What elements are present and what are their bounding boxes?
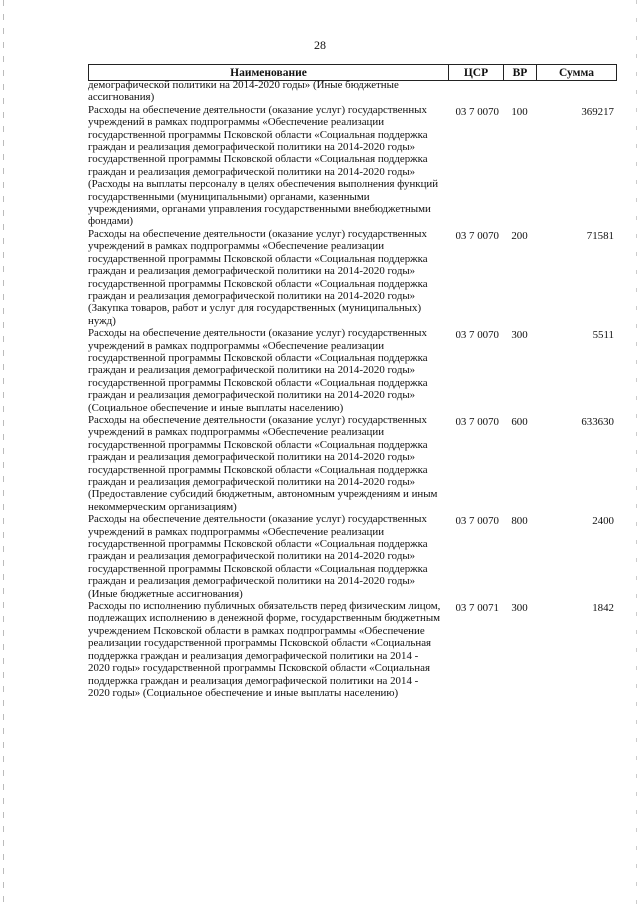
row-sum: 71581	[586, 229, 614, 242]
column-header-csr: ЦСР	[449, 65, 504, 80]
row-vr: 300	[511, 602, 528, 615]
table-row	[88, 600, 616, 699]
row-csr: 03 7 0070	[455, 329, 499, 342]
row-sum	[536, 79, 616, 104]
row-name: Расходы на обеспечение деятельности (оказание услуг) государственных учреждений в рамках подпрограммы «Обеспечение реализации государственной программы Псковской области «Социальная поддержка граждан и реализация демографической политики на 2014-2020 годы» государственной программы Псковской области «Социальная поддержка граждан и реализация демографической политики на 2014-2020 годы» (Иные бюджетные ассигнования)	[88, 513, 428, 600]
row-csr: 03 7 0070	[455, 415, 499, 428]
row-name: демографической политики на 2014-2020 годы» (Иные бюджетные ассигнования)	[88, 79, 399, 104]
table-row	[88, 327, 616, 414]
scan-edge-right	[636, 0, 637, 905]
row-vr: 200	[511, 229, 528, 242]
row-sum: 5511	[592, 329, 614, 342]
table-row	[88, 104, 616, 228]
row-vr	[503, 79, 536, 104]
row-vr: 300	[511, 329, 528, 342]
row-sum: 1842	[592, 602, 614, 615]
row-csr: 03 7 0070	[455, 229, 499, 242]
row-csr: 03 7 0070	[455, 105, 499, 118]
row-sum: 2400	[592, 515, 614, 528]
row-vr: 100	[511, 105, 528, 118]
row-csr: 03 7 0070	[455, 515, 499, 528]
row-csr	[448, 79, 503, 104]
column-header-vr: ВР	[504, 65, 537, 80]
table-row	[88, 513, 616, 600]
column-header-name: Наименование	[89, 65, 449, 80]
row-name: Расходы по исполнению публичных обязательств перед физическим лицом, подлежащих исполнению в денежной форме, государственным бюджетным учреждением Псковской области в рамках подпрограммы «Обеспечение реализации государственной программы Псковской области «Социальная поддержка граждан и реализация демографической политики на 2014 - 2020 годы» государственной программы Псковской области «Социальная поддержка граждан и реализация демографической политики на 2014 - 2020 годы» (Социальное обеспечение и иные выплаты населению)	[88, 600, 441, 699]
table-row	[88, 414, 616, 513]
row-name: Расходы на обеспечение деятельности (оказание услуг) государственных учреждений в рамках подпрограммы «Обеспечение реализации государственной программы Псковской области «Социальная поддержка граждан и реализация демографической политики на 2014-2020 годы» государственной программы Псковской области «Социальная поддержка граждан и реализация демографической политики на 2014-2020 годы» (Закупка товаров, работ и услуг для государственных (муниципальных) нужд)	[88, 227, 428, 327]
column-header-sum: Сумма	[537, 65, 617, 80]
table-row	[88, 228, 616, 327]
scan-edge-left	[3, 0, 4, 905]
table-row	[88, 79, 616, 104]
row-sum: 633630	[581, 415, 614, 428]
row-sum: 369217	[581, 105, 614, 118]
row-name: Расходы на обеспечение деятельности (оказание услуг) государственных учреждений в рамках подпрограммы «Обеспечение реализации государственной программы Псковской области «Социальная поддержка граждан и реализация демографической политики на 2014-2020 годы» государственной программы Псковской области «Социальная поддержка граждан и реализация демографической политики на 2014-2020 годы» (Социальное обеспечение и иные выплаты населению)	[88, 327, 428, 414]
row-vr: 800	[511, 515, 528, 528]
page-number: 28	[314, 38, 326, 52]
row-name: Расходы на обеспечение деятельности (оказание услуг) государственных учреждений в рамках подпрограммы «Обеспечение реализации государственной программы Псковской области «Социальная поддержка граждан и реализация демографической политики на 2014-2020 годы» государственной программы Псковской области «Социальная поддержка граждан и реализация демографической политики на 2014-2020 годы» (Расходы на выплаты персоналу в целях обеспечения выполнения функций государственными (муниципальными) органами, казенными учреждениями, органами управления государственными внебюджетными фондами)	[88, 103, 439, 228]
row-name: Расходы на обеспечение деятельности (оказание услуг) государственных учреждений в рамках подпрограммы «Обеспечение реализации государственной программы Псковской области «Социальная поддержка граждан и реализация демографической политики на 2014-2020 годы» государственной программы Псковской области «Социальная поддержка граждан и реализация демографической политики на 2014-2020 годы» (Предоставление субсидий бюджетным, автономным учреждениям и иным некоммерческим организациям)	[88, 413, 438, 513]
row-vr: 600	[511, 415, 528, 428]
row-csr: 03 7 0071	[455, 602, 499, 615]
table-body	[88, 79, 616, 699]
